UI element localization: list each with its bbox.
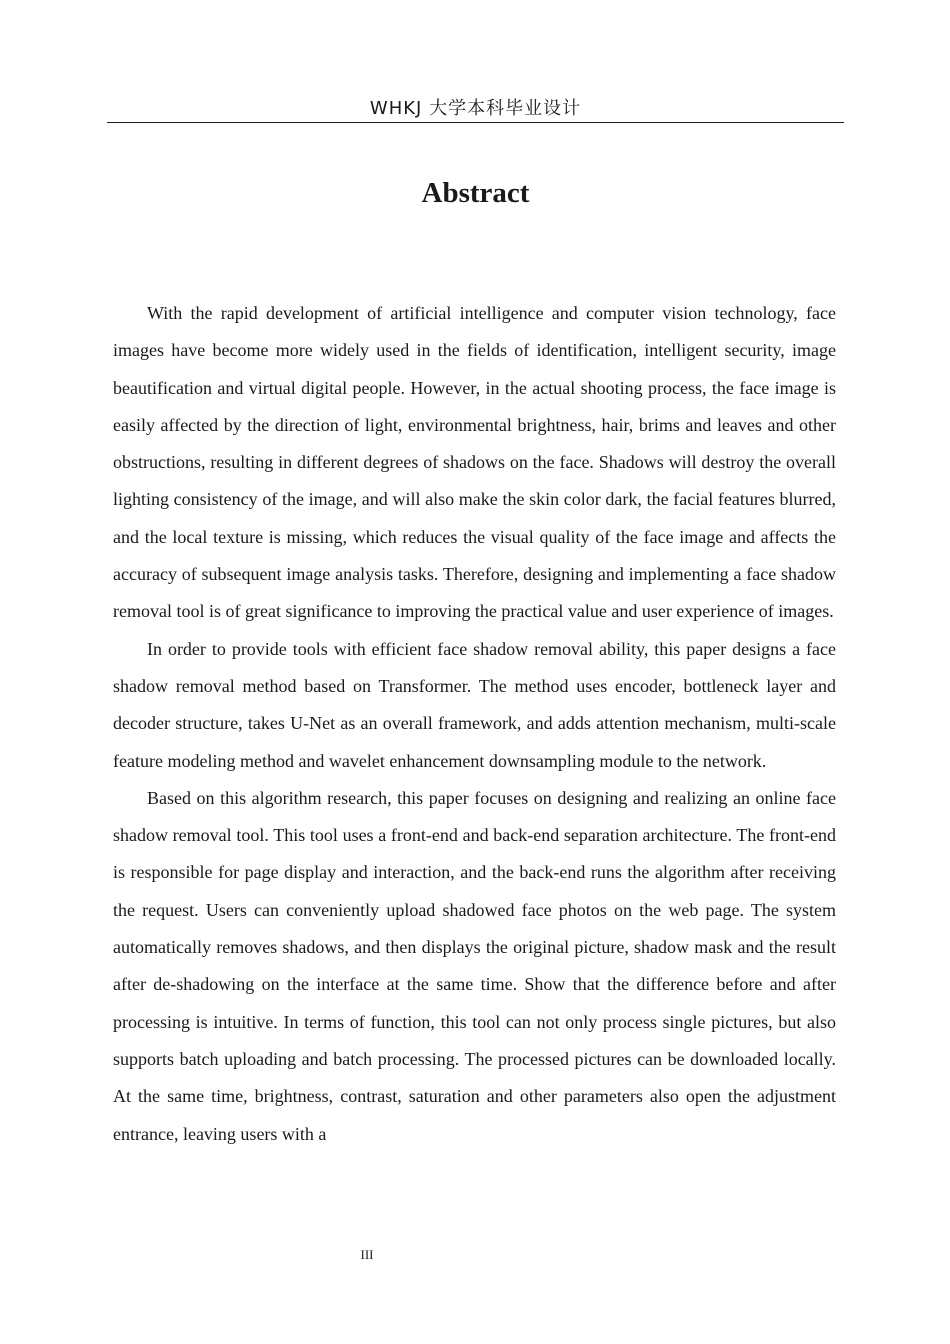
page-number: III <box>360 1247 374 1262</box>
abstract-paragraph-1: With the rapid development of artificial intelligence and computer vision technology, face images have become more widely used in the fields of identification, intelligent security, image beautification and virtual digital people. However, in the actual shooting process, the face image is easily affected by the direction of light, environmental brightness, hair, brims and leaves and other obstructions, resulting in different degrees of shadows on the face. Shadows will destroy the overall lighting consistency of the image, and will also make the skin color dark, the facial features blurred, and the local texture is missing, which reduces the visual quality of the face image and affects the accuracy of subsequent image analysis tasks. Therefore, designing and implementing a face shadow removal tool is of great significance to improving the practical value and user experience of images. <box>113 303 836 622</box>
running-header: WHKJ 大学本科毕业设计 <box>369 98 582 119</box>
section-title: Abstract <box>421 177 530 209</box>
abstract-paragraph-2: In order to provide tools with efficient face shadow removal ability, this paper designs a face shadow removal method based on Transformer. The method uses encoder, bottleneck layer and decoder structure, takes U-Net as an overall framework, and adds attention mechanism, multi-scale feature modeling method and wavelet enhancement downsampling module to the network. <box>113 638 836 771</box>
abstract-paragraph-3: Based on this algorithm research, this paper focuses on designing and realizing an online face shadow removal tool. This tool uses a front-end and back-end separation architecture. The front-end is responsible for page display and interaction, and the back-end runs the algorithm after receiving the request. Users can conveniently upload shadowed face photos on the web page. The system automatically removes shadows, and then displays the original picture, shadow mask and the result after de-shadowing on the interface at the same time. Show that the difference before and after processing is intuitive. In terms of function, this tool can not only process single pictures, but also supports batch uploading and batch processing. The processed pictures can be downloaded locally. At the same time, brightness, contrast, saturation and other parameters also open the adjustment entrance, leaving users with a <box>113 787 836 1144</box>
abstract-body <box>113 295 836 1153</box>
header-rule <box>107 122 844 123</box>
